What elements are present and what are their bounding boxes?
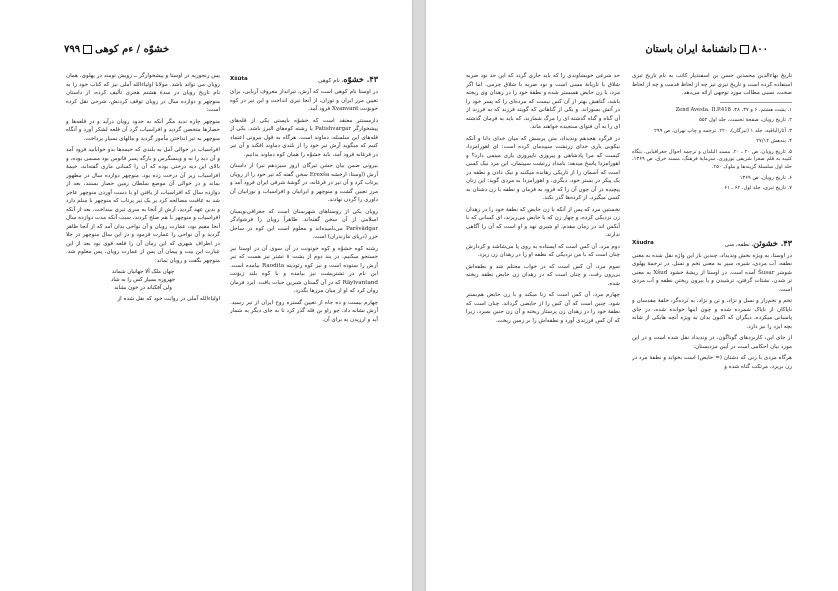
footnote-divider (720, 102, 792, 103)
left-page-column-2 (66, 72, 220, 502)
paragraph: نخستین مرد که پس از آنکه با زن حایض که نطفهٔ خود را در زهدان زن نزدیکی کرده، و چهار زن که با حایض می‌ریزند، ای کسانی که با آنکس اند در زمان مقدم، او شیری نهد و او است که آن را آگاهی ندارند. (466, 206, 620, 238)
entry-heading (230, 74, 378, 86)
entry-title: ۴۳. خشوّه (343, 74, 378, 84)
footnote: ۵. تاریخ رویان، ص ۲۰ ـ ۲۰. مسند البلدان و ترجمه احوال جغرافیایی، بنگاه کتیبه به قلم صغرا شریفی نوروزی، سرمایهٔ فرهنگ، مسند خرق، ص ۱۳۶۹، جلد اول سلسلهٔ گزینه‌ها و ملوک ۲۵۰. (632, 148, 792, 171)
paragraph: دوم مرد، آن کس است که ایستاده به روی پا می‌شاشد و کردارش چنان است که با من نزدیکی که نطفه او را در زهدان زن ریزد. (466, 243, 620, 258)
paragraph: در فرگرد هجدهم وندیداد، متن پرسش که میان خدای دانا و آنکه نیکویی یاری خدای زرتشت سپیدمان کرده است: ای اهورامزدا، کیست که مرا پادشاهی و پیروزی ناپیروزی یاری مینمی دارد؟ و اهورامزدا پاسخ میدهد: بامداد زرتشت سپیتمان، این مرد نیک کسی است که آسمان را از تاریکی رهانده میکنند و نیک دادن و نطفه در یک پیکر در بستر خود، دیگری، و اهورامزدا به مردی گوید: این زنان پیچیده در آن چون آن را که فرود به فرمان و نطفه با زن دشتان به کسی میگیرد، از کرده‌ها گذر نکند. (466, 135, 620, 201)
paragraph: افراسیاب در حوالی آمل به بلندی که خیمه‌ها بدو خوابانید فرود آمد و آن دیه را نه و وینسگرس و بارگه پسر قانوس بود مسمی بوده، و بالای این دیه درختی بوده که آن را کسانی ماری گفته‌اند، خیمهٔ افراسیاب زیر آن درخت زده بود. منوچهر دوازده سال در مظهور بماند و در حوالی آن موضع سلطان زمین حصار بستند، بعد از دوازده سال که افراسیاب از یافتن او با دست آوردن منوچهر عاجز شد به عاقبت مصالحه کرد بر یک تیر پرتاب که منوچهر با سلم دارد و بدین عهد گردید، آرش از آنجا به سری تیری بینداخت. بعد از آنکه افراسیاب و منوچهر با هم صلح کردند، سبب آنکه مدت دوازده سال آنجا مقیم بود، عمارت رویان و آن نواحی بدان آمد که از آنجا ظاهر گردید و آن نواحی را عمارت فرمود و در این سال منوچهر در جلا در اطراف شهری که این زمان آن را قلعه قوی بود بعد از این عبارت این بیت و پیمان آن پس از عمارت رویان، پس معلوم شد. منوچهر بگفت و رویان بماند: (66, 147, 220, 264)
right-page-number: ۸۰۰ (751, 44, 768, 55)
left-page-number: ۷۹۹ (64, 44, 81, 55)
footnote: ۳. آثارالباقیه، جلد ۱ (تیرگان)، ۲۲۰. ترجمه و چاپ تهران، ص ۲۹۹ (654, 127, 792, 134)
footnote: ۱. یشت هشتم، ۶ و ۳۷، ۳۸. Zend Avesta. II.P.418 (675, 106, 792, 113)
paragraph: در اوستا نام کوهی است که آرش، تیرانداز معروف آریایی، برای تعیین مرز ایران و توران، از آنجا تیری انداخت و این تیر در کوه خونوَنت Xvanvant فرود آمد. (230, 89, 378, 112)
left-page (0, 0, 412, 591)
entry-subtitle: ، نام کوهی (318, 78, 344, 84)
paragraph: اولیاءالله آملی در روایت خود که نقل شده از (117, 296, 220, 302)
entry-title: ۴۳. خشوئن (753, 237, 792, 248)
paragraph: تاریخ بهاءالدین محمدبن حسن بن اسفندیار کاتب به نام تاریخ تبری استفاده کرده است و تاریخ تبری نیز چه از لحاظ قدمت و چه از لحاظ صحت، نسبی مطالب مورد توجهی ارائه می‌دهد. (632, 73, 792, 96)
paragraph: چهارم مرد، آن کس است که زنا میکند و با زن حایض هم‌بستر شود. چنین است که آن کس را از حایضی گرداند. چنان است که نطفهٔ خود را در زهدان زن پرستار ریخته و آن زن جنین بمیرد، زیرا که آن کس فرزندی آورد و نطفه‌اش را بر زمین ریخت. (466, 292, 620, 324)
paragraph: از جای این، کاربردهای گوناگون، در وندیداد نقل شده است و در این مورد بیان احکامی است در آیین مزدیسنان: (632, 335, 792, 350)
right-page-header (645, 44, 768, 55)
paragraph: سوم مرد، آن کس است که در خواب محتلم شد و نطفه‌اش بی‌رون رفت، و چنان است که در زهدان زن حایض نطفه ریخته شده. (466, 263, 620, 287)
paragraph: پس رنجوریه در اوستا و پیشخوارگر ــ رویش تومند در پهلوی، همان رویان می تواند باشد. مولانا اولیاءالله آملی نیز که کتاب خود را به نام تاریخ رویان در سدهٔ هشتم هجری تألیف کرده، از داستان منوچهر و دوازده سال در رویان توقف کردنش، شرحی نقل کرده است: (66, 73, 220, 113)
spacer (632, 196, 792, 236)
entry-heading (632, 238, 792, 250)
paragraph: رشته کوه خشوّه و کوه خونونت در آن سوی آن در اوستا نیز جستجو میکنیم. در بند دوم از یشت ۸ تشتر نیز هست که تیر آرش را ستوده است و نیز کوه رئوذیته Raodita بیامده است. این نام در تشتریشت نیز بیامده و با کوه بلند رَیوَنت Rāyīvantand که در آن گستان شیرین حیات یافت. ایزد فرمان روان کرد که او از میان مرزها بگذرد. (230, 245, 378, 294)
paragraph: حد شرعی خویشاوندی را که باید جاری گردد که این حد نود ضربه شلاق یا تازیانهٔ مسی است و نود ضربه با شلاق چرمی. اما اگر مرد، با زن حایض همبستر شده و نطفهٔ خود را در زهدان وی ریخته باشد، گناهش بهتر از آن کس نیست که مرده‌ای را که پسر خود را در آتش بسوزاند. و یکی از گناهانی که گویند فرزند که به فرزند از آن گناه و گناه گذشته ای را مرگ شمارند، که باید به فرمان گذشته ای را به آن فتوای سنجیده خواهند ماند. (466, 73, 620, 130)
footnote: ۴. بندهش ۲۷/۱۲ (756, 138, 792, 145)
right-page (426, 0, 838, 591)
paragraph: رویان یکی از روستاهای شهرستان است که جغرافی‌نویسان اسلامی از آن سخن گفته‌اند. ظاهراً رویان را فرشوادگر Paršvādgar می‌نامیده‌اند و معلوم است این کوه در ساحل خزر (دریای مازندران) است. (230, 208, 378, 240)
entry-latin: Xšudra (632, 239, 654, 246)
left-page-header (64, 44, 169, 55)
left-page-column-1 (230, 72, 378, 502)
poem (66, 268, 220, 292)
paragraph: چهارم بیست و ده جاه از تعیین گستره روح ایران از تیر رسید. آرش نشانه داد. چو راو بن قله گذر کرد تا به جای دیگر به شمار آید و ارزیدن به برای آن. (230, 299, 378, 323)
paragraph: تخم و تخم‌زار و نسل و نژاد، و تن و نژاد، به تَرده‌گر، خلفهٔ مقدسان و ناپاکان از ناپاک شمرده شده و چون اینها خوانده شده، در جای پاسبانی میکرده، دیگران که اکنون بدان به ویژه آنچه هایکی از شانه بچه ایزد را نیز دارد. (632, 298, 792, 330)
footnote: ۲. تاریخ رویان، صفحهٔ نخست، جلد اول ۵۵۲ (699, 117, 792, 124)
paragraph: دارمستتر معتقد است که خشوّه بایستی یکی از قله‌های پیشخوارگر Patishvargar یا رشته کوه‌های البرز باشد. یکی از قله‌های این سلسله، دماوند است. هرگاه به قول بیرونی اعتماد کنیم که میگوید آرش تیر خود را از بلندی دماوند افکند و آن تیر در فرغانه فرود آمد، باید خشوّه را همان کوه دماوند بدانیم. (230, 117, 378, 158)
poem-line: چهان ملک ألا جهانیان شماند (111, 269, 175, 275)
poem-line: ولی آفکناند در خون نشاند (114, 285, 172, 291)
entry-subtitle: ، نطفه، منی (724, 241, 754, 248)
right-page-column-2 (466, 72, 620, 512)
left-header-title: خشوّه / ءم کوهی (95, 44, 170, 55)
poem-line: جهروزه بسیار کس را به شاد (110, 277, 176, 283)
header-box-icon (83, 45, 92, 54)
footnote: ۷. تاریخ تبری، جلد اول، ۶۲ ـ ۶۱ (724, 185, 792, 192)
right-page-column-1 (632, 72, 792, 512)
paragraph: بیرونی ضمن بیان جشن تیرگان (روز سیزدهم تیر) از داستان آرش (اوستا: ارخشه Erexša سخن گفته که تیر خود را از رویان پرتاب کرد و آن تیر در فرغانه، در گوشهٔ شرقی ایران فرود آمد و مرز تعیین گشت و منوچهر و ایرانیان و افراسیاب و تورانیان آن داوری را گردن نهادند. (230, 163, 378, 203)
paragraph: منوچهر چاره ندید مگر آنکه به حدود رویان درآید و در قلعه‌ها و حصارها متحصن گردید و افراسیاب گرد آن قلعه لشکر آورد و آنگاه منوچهر به تیر انداختن مأمور گردید و مالهای بسیار پرداخت. (66, 118, 220, 142)
right-header-title: دانشنامهٔ ایران باستان (645, 44, 737, 55)
paragraph: در اوستا، به ویژه بخش وندیداد، چندین بار این واژه نقل شده به معنی نطفه، آب مردی، شیره، سیر به معنی تخم و نسل. در ترجمهٔ پهلوی شوسَر Šusar آمده است. در اوستا از ریشهٔ خشود Xšud به معنی تر شدن، نشئات گرفتن، ترشیدن و یا بیرون ریختن نطفه و آب مردی است. (632, 252, 792, 293)
entry-latin: Xšūta (230, 76, 248, 82)
paragraph: هرگاه مردی با زنی که دشتان (= حایض) است بخوابد و نطفهٔ مرد در زن بریزد، مرتکب گناه شده و (632, 355, 792, 370)
footnote: ۶. تاریخ رویان، ص ۱۳۶۹ (739, 174, 792, 181)
header-box-icon (740, 45, 749, 54)
